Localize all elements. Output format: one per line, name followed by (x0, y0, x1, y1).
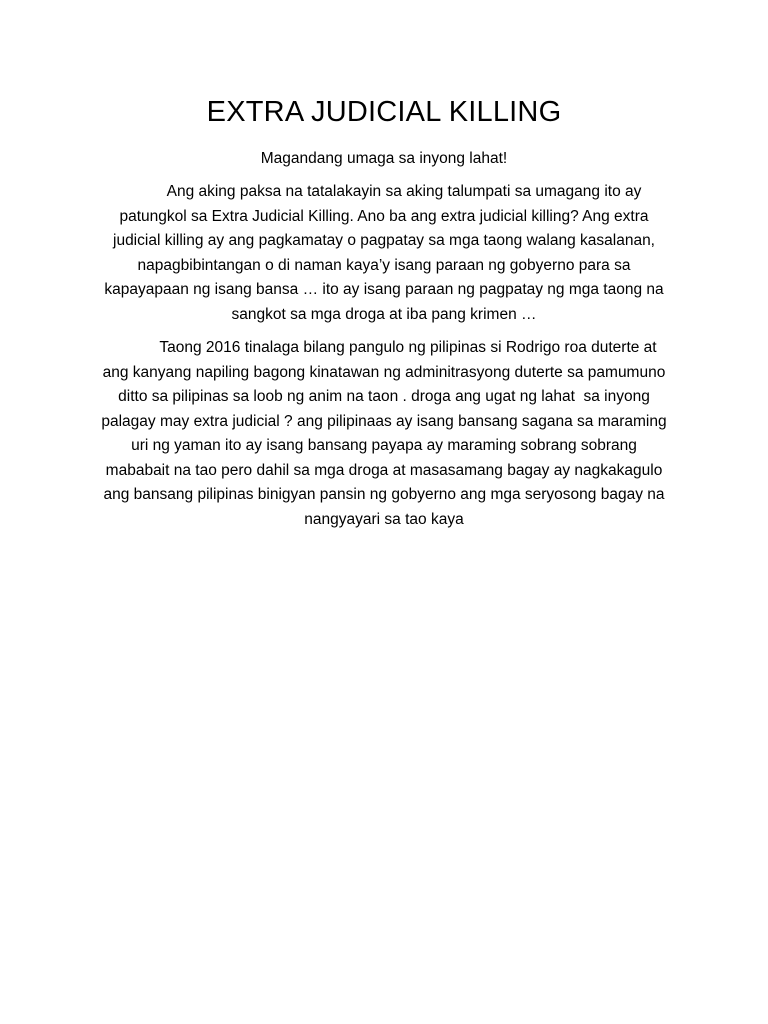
paragraph-2-line: ang kanyang napiling bagong kinatawan ng adminitrasyong duterte sa pamumuno (102, 363, 666, 381)
paragraph-2-line: ang bansang pilipinas binigyan pansin ng gobyerno ang mga seryosong bagay na (103, 486, 665, 503)
paragraph-2-line: uri ng yaman ito ay isang bansang payapa ay maraming sobrang sobrang (131, 437, 637, 454)
paragraph-1-line: patungkol sa Extra Judicial Killing. Ano ba ang extra judicial killing? Ang extra (119, 207, 649, 225)
page-title: EXTRA JUDICIAL KILLING (206, 96, 562, 128)
paragraph-1-line: sangkot sa mga droga at iba pang krimen … (231, 305, 537, 323)
paragraph-1-line: Ang aking paksa na tatalakayin sa aking talumpati sa umagang ito ay (166, 183, 642, 200)
paragraph-1 (0, 180, 768, 327)
paragraph-1-line: judicial killing ay ang pagkamatay o pagpatay sa mga taong walang kasalanan, (113, 232, 655, 249)
paragraph-2 (0, 336, 768, 532)
greeting-line: Magandang umaga sa inyong lahat! (260, 150, 508, 167)
paragraph-1-line: napagbibintangan o di naman kaya’y isang paraan ng gobyerno para sa (137, 256, 631, 274)
paragraph-2-line: nangyayari sa tao kaya (304, 510, 464, 528)
paragraph-1-line: kapayapaan ng isang bansa … ito ay isang paraan ng pagpatay ng mga taong na (104, 281, 664, 298)
paragraph-2-line: palagay may extra judicial ? ang pilipinaas ay isang bansang sagana sa maraming (101, 412, 667, 430)
paragraph-2-line: Taong 2016 tinalaga bilang pangulo ng pilipinas si Rodrigo roa duterte at (159, 339, 657, 356)
paragraph-2-line: mababait na tao pero dahil sa mga droga at masasamang bagay ay nagkakagulo (105, 461, 663, 479)
paragraph-2-line: ditto sa pilipinas sa loob ng anim na taon . droga ang ugat ng lahat sa inyong (118, 388, 650, 405)
